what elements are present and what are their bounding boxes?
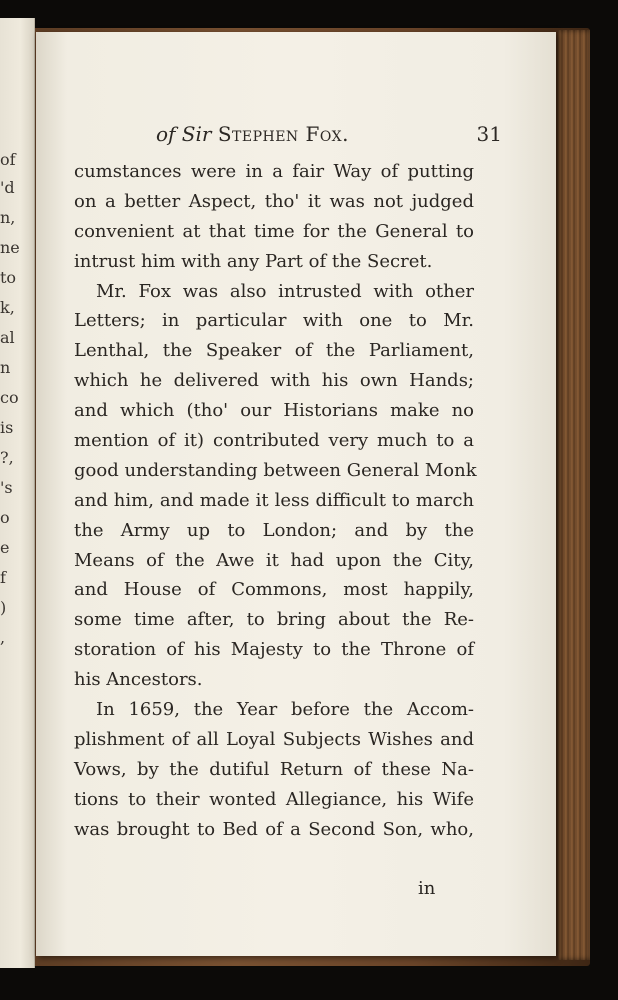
header-title-prefix: of Sir bbox=[156, 122, 212, 146]
text-line: Mr. Fox was also intrusted with other bbox=[96, 280, 474, 302]
left-page-fragment: e bbox=[0, 538, 10, 557]
text-line: on a better Aspect, tho' it was not judged bbox=[74, 190, 474, 212]
text-line: mention of it) contributed very much to a bbox=[74, 430, 474, 452]
body-text bbox=[74, 157, 477, 844]
left-page-fragment: o bbox=[0, 508, 10, 527]
text-line: intrust him with any Part of the Secret. bbox=[74, 250, 433, 272]
text-line: Letters; in particular with one to Mr. bbox=[74, 310, 474, 332]
left-page-fragment: to bbox=[0, 268, 17, 287]
text-line: plishment of all Loyal Subjects Wishes and bbox=[74, 728, 474, 750]
text-line: and him, and made it less difficult to march bbox=[74, 489, 474, 511]
left-page-fragment: , bbox=[0, 628, 6, 647]
left-page-fragment: ne bbox=[0, 238, 20, 257]
left-page-fragment: co bbox=[0, 388, 19, 407]
text-line: some time after, to bring about the Re- bbox=[74, 609, 474, 631]
left-page-fragment: k, bbox=[0, 298, 15, 317]
text-line: Vows, by the dutiful Return of these Na- bbox=[74, 758, 474, 780]
page-number: 31 bbox=[476, 122, 502, 146]
left-page-fragment: n, bbox=[0, 208, 16, 227]
running-header bbox=[156, 122, 502, 146]
left-page-fragment: of bbox=[0, 150, 16, 169]
left-page-fragment: n bbox=[0, 358, 11, 377]
text-line: storation of his Majesty to the Throne of bbox=[74, 639, 474, 661]
text-line: his Ancestors. bbox=[74, 669, 203, 691]
text-line: good understanding between General Monk bbox=[74, 459, 477, 481]
right-page bbox=[36, 32, 556, 956]
text-line: and which (tho' our Historians make no bbox=[74, 400, 474, 422]
text-line: which he delivered with his own Hands; bbox=[74, 370, 474, 392]
left-page bbox=[0, 18, 35, 968]
text-line: tions to their wonted Allegiance, his Wife bbox=[74, 788, 474, 810]
left-page-fragment: 's bbox=[0, 478, 13, 497]
text-line: was brought to Bed of a Second Son, who, bbox=[74, 818, 474, 840]
text-line: In 1659, the Year before the Accom- bbox=[96, 699, 474, 721]
text-line: Means of the Awe it had upon the City, bbox=[74, 549, 474, 571]
catchword: in bbox=[418, 878, 436, 899]
text-line: convenient at that time for the General to bbox=[74, 220, 474, 242]
text-line: the Army up to London; and by the bbox=[74, 519, 474, 541]
page-edges bbox=[558, 30, 590, 960]
text-line: cumstances were in a fair Way of putting bbox=[74, 161, 474, 182]
left-page-fragment: is bbox=[0, 418, 14, 437]
left-page-fragment: al bbox=[0, 328, 15, 347]
text-line: and House of Commons, most happily, bbox=[74, 579, 474, 601]
left-page-fragment: f bbox=[0, 568, 6, 587]
text-line: Lenthal, the Speaker of the Parliament, bbox=[74, 340, 474, 362]
left-page-fragment: ?, bbox=[0, 448, 14, 467]
header-title-name: Stephen Fox. bbox=[217, 122, 349, 146]
left-page-fragment: 'd bbox=[0, 178, 15, 197]
left-page-fragment: ) bbox=[0, 598, 7, 617]
